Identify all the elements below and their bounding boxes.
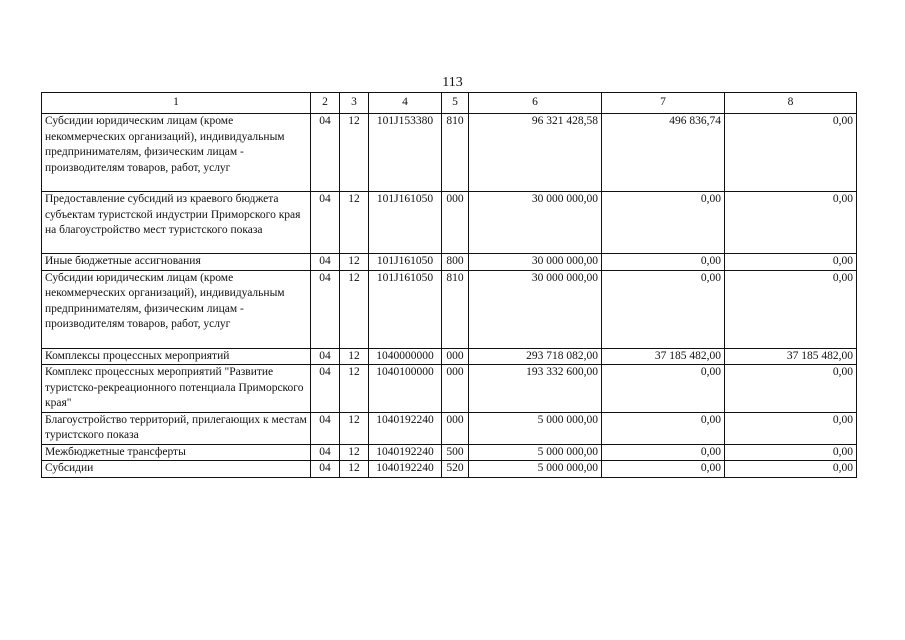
table-row [42, 461, 857, 478]
target-article-code: 101J161050 [369, 270, 442, 348]
amount-col6: 5 000 000,00 [469, 444, 602, 461]
budget-table [41, 92, 857, 478]
expense-type-code: 000 [442, 348, 469, 365]
expense-type-code: 500 [442, 444, 469, 461]
header-cell: 2 [311, 93, 340, 114]
amount-col7: 0,00 [602, 254, 725, 271]
table-row [42, 254, 857, 271]
table-row [42, 365, 857, 413]
row-name: Субсидии юридическим лицам (кроме некоммерческих организаций), индивидуальным предпринимателям, физическим лицам - производителям товаров, работ, услуг [42, 114, 311, 192]
row-name: Комплекс процессных мероприятий "Развитие туристско-рекреационного потенциала Приморского края" [42, 365, 311, 413]
table-row [42, 192, 857, 254]
subsection-code: 12 [340, 348, 369, 365]
amount-col6: 30 000 000,00 [469, 270, 602, 348]
row-name: Предоставление субсидий из краевого бюджета субъектам туристской индустрии Приморского края на благоустройство мест туристского показа [42, 192, 311, 254]
header-row [42, 93, 857, 114]
section-code: 04 [311, 461, 340, 478]
section-code: 04 [311, 114, 340, 192]
expense-type-code: 000 [442, 365, 469, 413]
amount-col7: 0,00 [602, 412, 725, 444]
amount-col8: 37 185 482,00 [725, 348, 857, 365]
target-article-code: 1040000000 [369, 348, 442, 365]
header-cell: 4 [369, 93, 442, 114]
subsection-code: 12 [340, 254, 369, 271]
amount-col6: 293 718 082,00 [469, 348, 602, 365]
header-cell: 7 [602, 93, 725, 114]
amount-col6: 96 321 428,58 [469, 114, 602, 192]
target-article-code: 1040192240 [369, 444, 442, 461]
amount-col8: 0,00 [725, 254, 857, 271]
subsection-code: 12 [340, 114, 369, 192]
section-code: 04 [311, 254, 340, 271]
header-cell: 6 [469, 93, 602, 114]
target-article-code: 101J161050 [369, 192, 442, 254]
expense-type-code: 800 [442, 254, 469, 271]
amount-col7: 0,00 [602, 444, 725, 461]
target-article-code: 1040192240 [369, 412, 442, 444]
amount-col8: 0,00 [725, 270, 857, 348]
header-cell: 3 [340, 93, 369, 114]
subsection-code: 12 [340, 461, 369, 478]
amount-col7: 496 836,74 [602, 114, 725, 192]
row-name: Субсидии юридическим лицам (кроме некоммерческих организаций), индивидуальным предпринимателям, физическим лицам - производителям товаров, работ, услуг [42, 270, 311, 348]
table-row [42, 114, 857, 192]
table-row [42, 412, 857, 444]
amount-col6: 30 000 000,00 [469, 254, 602, 271]
header-cell: 8 [725, 93, 857, 114]
expense-type-code: 000 [442, 412, 469, 444]
amount-col8: 0,00 [725, 444, 857, 461]
subsection-code: 12 [340, 365, 369, 413]
expense-type-code: 810 [442, 270, 469, 348]
section-code: 04 [311, 444, 340, 461]
header-cell: 1 [42, 93, 311, 114]
target-article-code: 1040100000 [369, 365, 442, 413]
section-code: 04 [311, 412, 340, 444]
row-name: Иные бюджетные ассигнования [42, 254, 311, 271]
expense-type-code: 520 [442, 461, 469, 478]
amount-col6: 30 000 000,00 [469, 192, 602, 254]
amount-col8: 0,00 [725, 114, 857, 192]
amount-col8: 0,00 [725, 412, 857, 444]
amount-col7: 37 185 482,00 [602, 348, 725, 365]
table-row [42, 270, 857, 348]
subsection-code: 12 [340, 192, 369, 254]
row-name: Субсидии [42, 461, 311, 478]
section-code: 04 [311, 365, 340, 413]
row-name: Благоустройство территорий, прилегающих к местам туристского показа [42, 412, 311, 444]
amount-col7: 0,00 [602, 270, 725, 348]
row-name: Комплексы процессных мероприятий [42, 348, 311, 365]
amount-col8: 0,00 [725, 461, 857, 478]
expense-type-code: 810 [442, 114, 469, 192]
target-article-code: 1040192240 [369, 461, 442, 478]
section-code: 04 [311, 348, 340, 365]
amount-col6: 5 000 000,00 [469, 412, 602, 444]
page-number: 113 [442, 75, 463, 90]
expense-type-code: 000 [442, 192, 469, 254]
section-code: 04 [311, 270, 340, 348]
section-code: 04 [311, 192, 340, 254]
table-row [42, 348, 857, 365]
amount-col8: 0,00 [725, 365, 857, 413]
table-row [42, 444, 857, 461]
row-name: Межбюджетные трансферты [42, 444, 311, 461]
target-article-code: 101J161050 [369, 254, 442, 271]
amount-col7: 0,00 [602, 365, 725, 413]
amount-col6: 193 332 600,00 [469, 365, 602, 413]
target-article-code: 101J153380 [369, 114, 442, 192]
subsection-code: 12 [340, 412, 369, 444]
amount-col6: 5 000 000,00 [469, 461, 602, 478]
header-cell: 5 [442, 93, 469, 114]
amount-col7: 0,00 [602, 192, 725, 254]
amount-col8: 0,00 [725, 192, 857, 254]
subsection-code: 12 [340, 444, 369, 461]
subsection-code: 12 [340, 270, 369, 348]
amount-col7: 0,00 [602, 461, 725, 478]
